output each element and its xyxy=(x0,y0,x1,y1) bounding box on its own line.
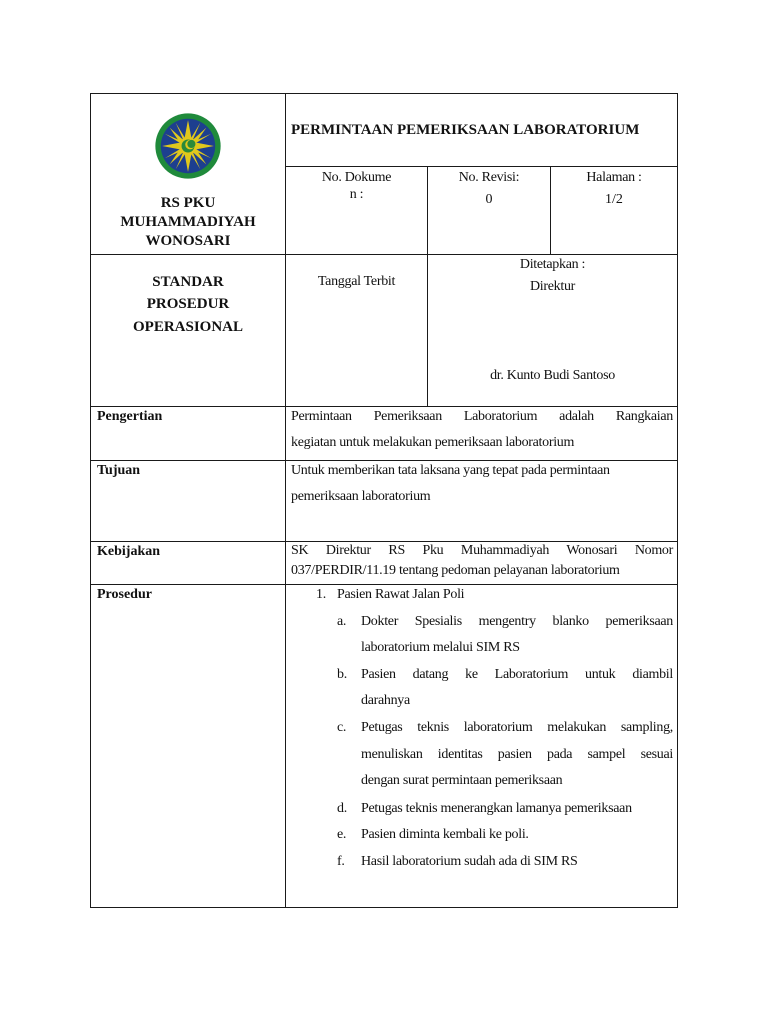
step-text-line: Pasien datang ke Laboratorium untuk diambil xyxy=(361,667,673,682)
approval-label: Ditetapkan : xyxy=(519,257,586,272)
section-label-tujuan: Tujuan xyxy=(97,463,141,478)
step-text-line: Hasil laboratorium sudah ada di SIM RS xyxy=(361,854,578,869)
sop-label-line: OPERASIONAL xyxy=(132,319,244,335)
table-border-right xyxy=(677,93,678,908)
step-marker: b. xyxy=(337,667,347,682)
step-text-line: Petugas teknis laboratorium melakukan sampling, xyxy=(361,720,673,735)
hospital-name-line: MUHAMMADIYAH xyxy=(120,214,256,230)
step-marker: c. xyxy=(337,720,347,735)
section-label-prosedur: Prosedur xyxy=(97,587,152,602)
section-label-kebijakan: Kebijakan xyxy=(97,544,161,559)
step-marker: f. xyxy=(337,854,345,869)
step-text-line: laboratorium melalui SIM RS xyxy=(361,640,520,655)
hospital-name-line: WONOSARI xyxy=(145,233,231,249)
approver-name: dr. Kunto Budi Santoso xyxy=(490,368,615,383)
table-column-divider xyxy=(285,93,286,908)
doc-number-label: n : xyxy=(349,187,364,202)
hospital-name-line: RS PKU xyxy=(160,195,216,211)
step-text-line: darahnya xyxy=(361,693,410,708)
revision-value: 0 xyxy=(485,192,493,207)
step-marker: d. xyxy=(337,801,347,816)
revision-label: No. Revisi: xyxy=(458,170,520,185)
doc-number-label: No. Dokume xyxy=(321,170,392,185)
pengertian-text-line: Permintaan Pemeriksaan Laboratorium adalah Rangkaian xyxy=(291,409,673,424)
table-border-bottom xyxy=(90,907,678,908)
step-text-line: Petugas teknis menerangkan lamanya pemeriksaan xyxy=(361,801,632,816)
tujuan-text-line: Untuk memberikan tata laksana yang tepat pada permintaan xyxy=(291,463,610,478)
pengertian-text-line: kegiatan untuk melakukan pemeriksaan laboratorium xyxy=(291,435,575,450)
sop-label-line: PROSEDUR xyxy=(146,296,230,312)
procedure-item-number: 1. xyxy=(316,587,326,602)
kebijakan-text-line: SK Direktur RS Pku Muhammadiyah Wonosari Nomor xyxy=(291,543,673,558)
issue-date-label: Tanggal Terbit xyxy=(317,274,396,289)
step-text-line: Pasien diminta kembali ke poli. xyxy=(361,827,529,842)
step-marker: e. xyxy=(337,827,347,842)
tujuan-text-line: pemeriksaan laboratorium xyxy=(291,489,431,504)
document-title: PERMINTAAN PEMERIKSAAN LABORATORIUM xyxy=(291,122,640,138)
section-label-pengertian: Pengertian xyxy=(97,409,163,424)
sop-label-line: STANDAR xyxy=(152,274,224,290)
step-text-line: dengan surat permintaan pemeriksaan xyxy=(361,773,563,788)
procedure-item-title: Pasien Rawat Jalan Poli xyxy=(337,587,465,602)
step-text-line: Dokter Spesialis mengentry blanko pemeriksaan xyxy=(361,614,673,629)
approval-role: Direktur xyxy=(529,279,576,294)
step-text-line: menuliskan identitas pasien pada sampel sesuai xyxy=(361,747,673,762)
table-border-top xyxy=(90,93,678,94)
page-value: 1/2 xyxy=(605,192,623,207)
step-marker: a. xyxy=(337,614,347,629)
kebijakan-text-line: 037/PERDIR/11.19 tentang pedoman pelayanan laboratorium xyxy=(291,563,620,578)
hospital-logo-icon xyxy=(154,112,222,180)
page-label: Halaman : xyxy=(586,170,642,185)
